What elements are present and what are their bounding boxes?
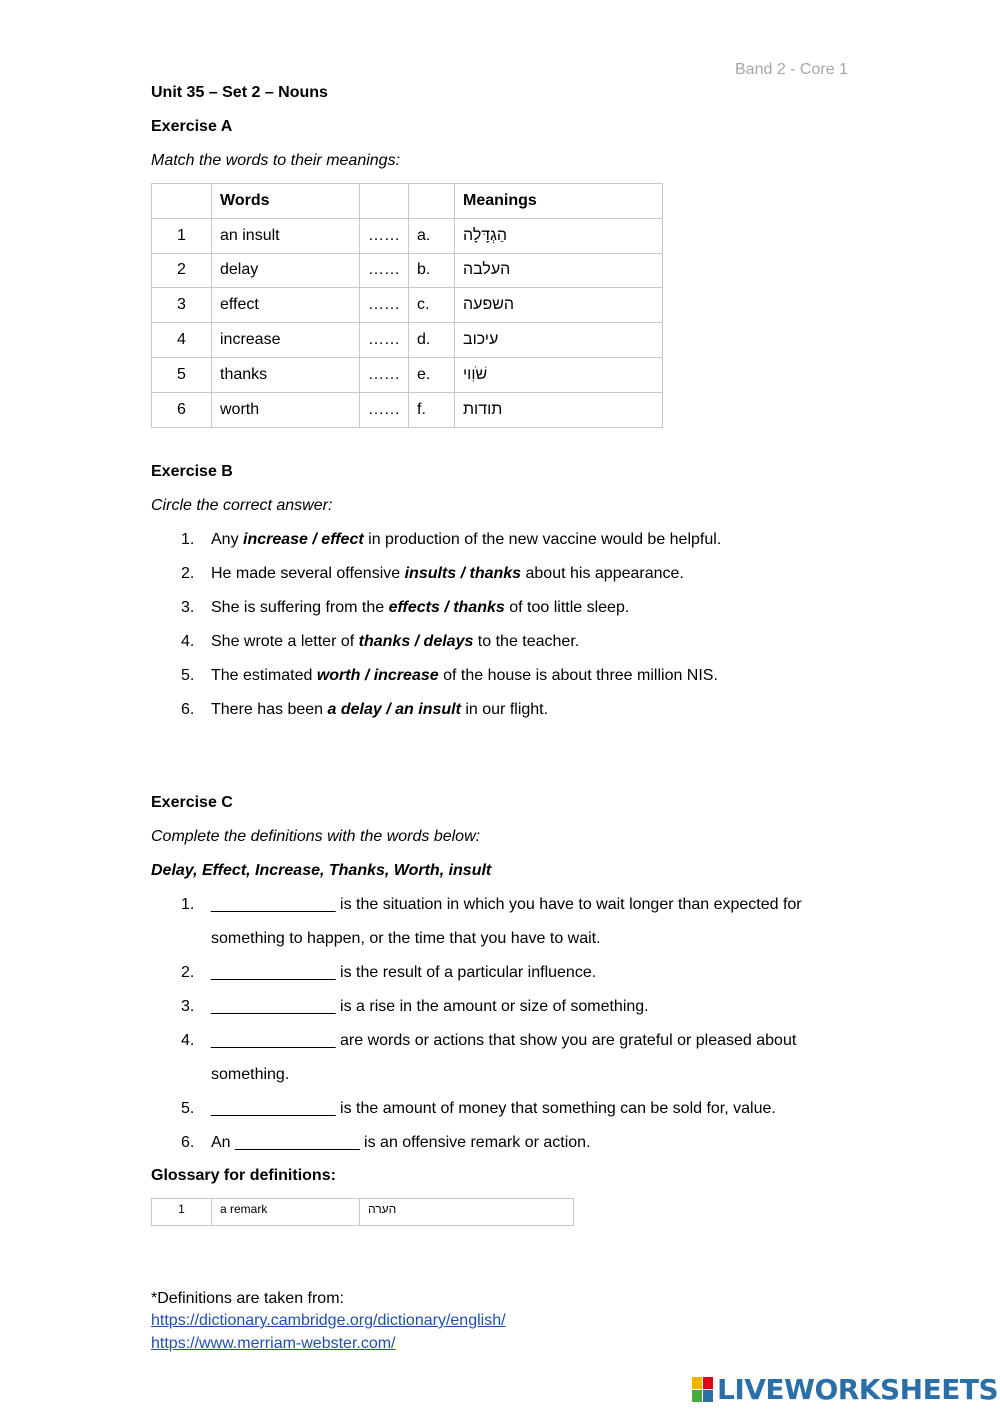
- row-num: 6: [152, 392, 212, 427]
- table-row: [152, 357, 663, 392]
- choice-option[interactable]: thanks / delays: [358, 633, 474, 650]
- row-word: thanks: [212, 357, 360, 392]
- row-word: effect: [212, 288, 360, 323]
- exercise-c-title: Exercise C: [151, 794, 233, 811]
- col-meanings: Meanings: [455, 184, 663, 219]
- row-letter: a.: [409, 218, 455, 253]
- choice-option[interactable]: effects / thanks: [388, 599, 505, 616]
- row-word: increase: [212, 323, 360, 358]
- answer-blank[interactable]: ……: [360, 253, 409, 288]
- row-letter: d.: [409, 323, 455, 358]
- table-row: [152, 1199, 574, 1226]
- list-item-continuation: something.: [211, 1066, 290, 1083]
- choice-option[interactable]: worth / increase: [316, 667, 439, 684]
- row-num: 3: [152, 288, 212, 323]
- row-meaning: השפעה: [455, 288, 663, 323]
- answer-blank[interactable]: ……: [360, 323, 409, 358]
- row-letter: f.: [409, 392, 455, 427]
- exercise-a-instruction: Match the words to their meanings:: [151, 152, 401, 169]
- row-meaning: העלבה: [455, 253, 663, 288]
- list-item: 2. ______________ is the result of a particular influence.: [181, 964, 597, 981]
- table-row: [152, 218, 663, 253]
- sources-label: *Definitions are taken from:: [151, 1290, 344, 1307]
- answer-blank[interactable]: ……: [360, 218, 409, 253]
- list-item: 4. ______________ are words or actions that show you are grateful or pleased about: [181, 1032, 797, 1049]
- list-item: 1. ______________ is the situation in which you have to wait longer than expected for: [181, 896, 802, 913]
- merriam-webster-link[interactable]: https://www.merriam-webster.com/: [151, 1335, 396, 1352]
- table-header-row: [152, 184, 663, 219]
- exercise-a-title: Exercise A: [151, 118, 233, 135]
- glossary-table: [151, 1198, 574, 1226]
- list-item: 1. Any increase / effect in production of the new vaccine would be helpful.: [181, 531, 722, 548]
- exercise-b-instruction: Circle the correct answer:: [151, 497, 333, 514]
- row-meaning: שֹׁוִוי: [455, 357, 663, 392]
- glossary-num: 1: [152, 1199, 212, 1226]
- answer-blank[interactable]: ……: [360, 392, 409, 427]
- row-meaning: תודות: [455, 392, 663, 427]
- list-item: 6. There has been a delay / an insult in our flight.: [181, 701, 549, 718]
- row-num: 4: [152, 323, 212, 358]
- word-bank: Delay, Effect, Increase, Thanks, Worth, insult: [151, 862, 492, 879]
- row-word: delay: [212, 253, 360, 288]
- row-word: worth: [212, 392, 360, 427]
- row-letter: b.: [409, 253, 455, 288]
- list-item: 4. She wrote a letter of thanks / delays to the teacher.: [181, 633, 580, 650]
- answer-blank[interactable]: ……: [360, 288, 409, 323]
- row-letter: e.: [409, 357, 455, 392]
- row-letter: c.: [409, 288, 455, 323]
- row-num: 2: [152, 253, 212, 288]
- list-item: 3. ______________ is a rise in the amount or size of something.: [181, 998, 649, 1015]
- row-meaning: הַגְדָּלָה: [455, 218, 663, 253]
- list-item: 2. He made several offensive insults / thanks about his appearance.: [181, 565, 684, 582]
- table-row: [152, 253, 663, 288]
- matching-table: [151, 183, 663, 428]
- cambridge-link[interactable]: https://dictionary.cambridge.org/dictionary/english/: [151, 1312, 506, 1329]
- choice-option[interactable]: a delay / an insult: [327, 701, 461, 718]
- header-band: Band 2 - Core 1: [735, 61, 848, 78]
- table-row: [152, 323, 663, 358]
- row-meaning: עיכוב: [455, 323, 663, 358]
- liveworksheets-logo-icon: [692, 1377, 714, 1403]
- table-row: [152, 392, 663, 427]
- col-words: Words: [212, 184, 360, 219]
- choice-option[interactable]: insults / thanks: [404, 565, 522, 582]
- glossary-meaning: הערה: [360, 1199, 574, 1226]
- row-num: 1: [152, 218, 212, 253]
- answer-blank[interactable]: ……: [360, 357, 409, 392]
- list-item-continuation: something to happen, or the time that you have to wait.: [211, 930, 601, 947]
- page-title: Unit 35 – Set 2 – Nouns: [151, 84, 328, 101]
- row-word: an insult: [212, 218, 360, 253]
- choice-option[interactable]: increase / effect: [243, 531, 364, 548]
- list-item: 5. The estimated worth / increase of the house is about three million NIS.: [181, 667, 718, 684]
- list-item: 6. An ______________ is an offensive remark or action.: [181, 1134, 591, 1151]
- exercise-c-instruction: Complete the definitions with the words below:: [151, 828, 481, 845]
- list-item: 5. ______________ is the amount of money that something can be sold for, value.: [181, 1100, 776, 1117]
- glossary-title: Glossary for definitions:: [151, 1167, 336, 1184]
- list-item: 3. She is suffering from the effects / thanks of too little sleep.: [181, 599, 630, 616]
- row-num: 5: [152, 357, 212, 392]
- exercise-b-title: Exercise B: [151, 463, 233, 480]
- glossary-term: a remark: [212, 1199, 360, 1226]
- table-row: [152, 288, 663, 323]
- liveworksheets-logo-text: LIVEWORKSHEETS: [717, 1373, 999, 1406]
- liveworksheets-logo: [692, 1373, 998, 1406]
